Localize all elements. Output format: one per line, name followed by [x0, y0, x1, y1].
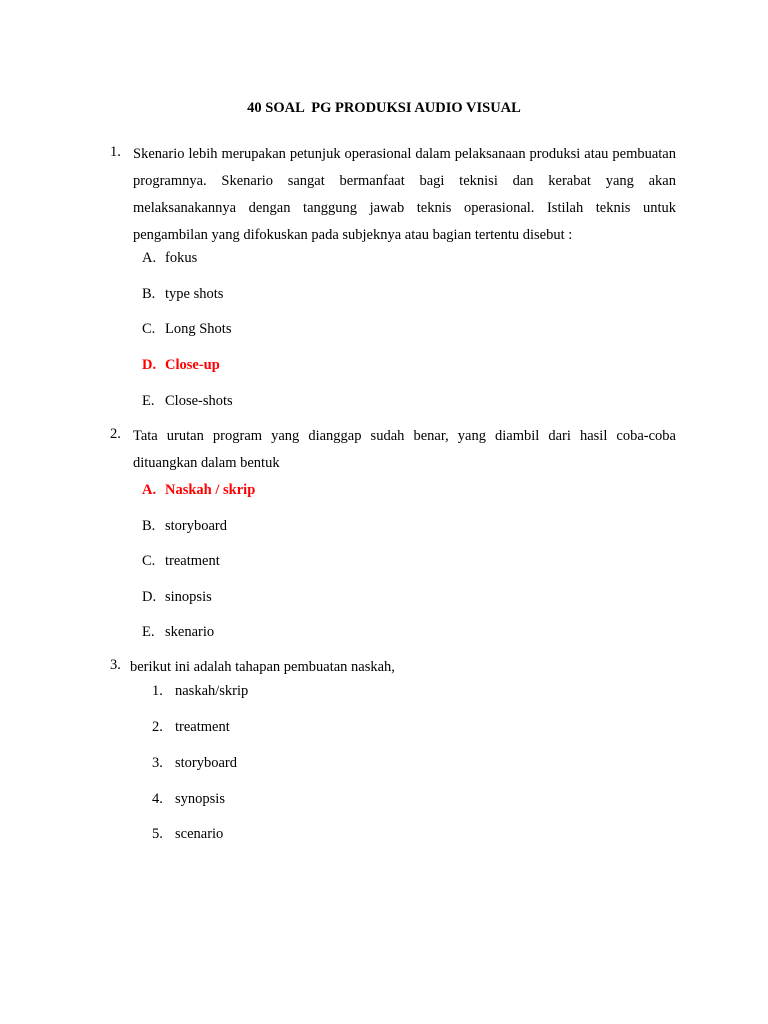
option-text: treatment — [165, 553, 220, 569]
question-3-item-3 — [152, 753, 237, 773]
option-letter: D. — [142, 357, 157, 373]
question-1 — [110, 141, 676, 249]
option-text: Long Shots — [165, 321, 232, 337]
question-3-item-2 — [152, 717, 230, 737]
question-1-option-d-correct — [142, 355, 220, 375]
option-text: fokus — [165, 250, 198, 266]
question-text: Tata urutan program yang dianggap sudah benar, yang diambil dari hasil coba-coba dituangkan dalam bentuk — [133, 428, 676, 471]
option-text: sinopsis — [165, 589, 212, 605]
question-3 — [110, 654, 676, 681]
option-text: type shots — [165, 286, 224, 302]
item-number: 1. — [152, 683, 163, 699]
question-3-item-4 — [152, 789, 225, 809]
option-letter: E. — [142, 393, 155, 409]
item-text: scenario — [175, 826, 224, 842]
question-2-option-e — [142, 622, 214, 642]
item-number: 5. — [152, 826, 163, 842]
question-1-option-c — [142, 319, 231, 339]
item-number: 2. — [152, 719, 163, 735]
document-title: 40 SOAL PG PRODUKSI AUDIO VISUAL — [247, 100, 521, 116]
question-3-item-1 — [152, 681, 248, 701]
question-number: 3. — [110, 657, 121, 673]
option-letter: A. — [142, 482, 157, 498]
item-text: storyboard — [175, 755, 238, 771]
question-1-option-b — [142, 284, 223, 304]
question-1-option-e — [142, 391, 233, 411]
question-3-item-5 — [152, 824, 223, 844]
question-text: Skenario lebih merupakan petunjuk operasional dalam pelaksanaan produksi atau pembuatan programnya. Skenario sangat bermanfaat bagi teknisi dan kerabat yang akan melaksanakannya dengan tanggung jawab teknis operasional. Istilah teknis untuk pengambilan yang difokuskan pada subjeknya atau bagian tertentu disebut : — [133, 146, 676, 243]
option-letter: E. — [142, 624, 155, 640]
option-text: Naskah / skrip — [165, 482, 256, 498]
item-text: treatment — [175, 719, 230, 735]
option-letter: C. — [142, 321, 156, 337]
item-text: synopsis — [175, 791, 225, 807]
option-text: Close-up — [165, 357, 220, 373]
item-number: 3. — [152, 755, 163, 771]
option-letter: B. — [142, 518, 156, 534]
option-letter: C. — [142, 553, 156, 569]
question-2-option-c — [142, 551, 220, 571]
question-number: 1. — [110, 144, 121, 160]
item-number: 4. — [152, 791, 163, 807]
question-number: 2. — [110, 426, 121, 442]
question-text: berikut ini adalah tahapan pembuatan naskah, — [130, 659, 395, 675]
item-text: naskah/skrip — [175, 683, 249, 699]
option-letter: B. — [142, 286, 156, 302]
question-2-option-a-correct — [142, 480, 255, 500]
option-text: skenario — [165, 624, 215, 640]
option-letter: A. — [142, 250, 157, 266]
question-1-option-a — [142, 248, 197, 268]
option-text: storyboard — [165, 518, 228, 534]
question-2 — [110, 423, 676, 477]
question-2-option-d — [142, 587, 212, 607]
question-2-option-b — [142, 516, 227, 536]
option-text: Close-shots — [165, 393, 233, 409]
option-letter: D. — [142, 589, 157, 605]
